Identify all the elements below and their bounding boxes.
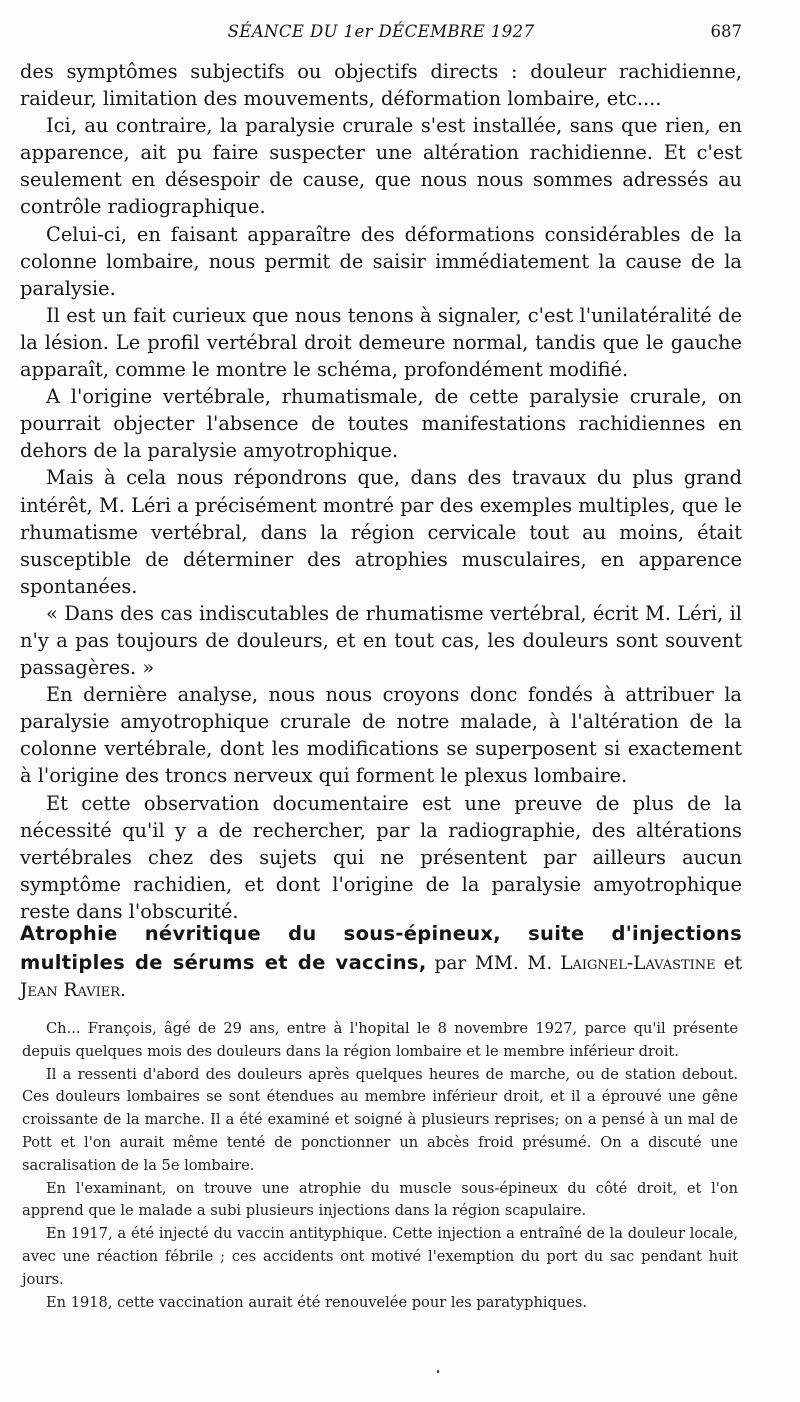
paragraph: « Dans des cas indiscutables de rhumatisme vertébral, écrit M. Léri, il n'y a pas toujours de douleurs, et en tout cas, les douleurs sont souvent passagères. » [20, 601, 742, 680]
paragraph: Et cette observation documentaire est une preuve de plus de la nécessité qu'il y a de rechercher, par la radiographie, des altérations vertébrales chez des sujets qui ne présentent par ailleurs aucun symptôme rachidien, et dont l'origine de la paralysie amyotrophique reste dans l'obscurité. [20, 791, 742, 923]
case-paragraph: En l'examinant, on trouve une atrophie du muscle sous-épineux du côté droit, et l'on apprend que le malade a subi plusieurs injections dans la région scapulaire. [22, 1179, 738, 1220]
running-header [20, 22, 742, 46]
article-by: par MM. M. [434, 952, 553, 974]
article-and: et [723, 952, 743, 974]
case-paragraph: Ch... François, âgé de 29 ans, entre à l'hopital le 8 novembre 1927, parce qu'il présente depuis quelques mois des douleurs dans la région lombaire et le membre inférieur droit. [22, 1020, 738, 1060]
paragraph: Ici, au contraire, la paralysie crurale s'est installée, sans que rien, en apparence, ait pu faire suspecter une altération rachidienne. Et c'est seulement en désespoir de cause, que nous nous sommes adressés au contrôle radiographique. [20, 114, 742, 219]
case-report-text [22, 1018, 738, 1314]
paragraph: A l'origine vertébrale, rhumatismale, de cette paralysie crurale, on pourrait objecter l'absence de toutes manifestations rachidiennes en dehors de la paralysie amyotrophique. [20, 385, 742, 463]
article-heading [20, 920, 742, 1005]
case-paragraph: En 1918, cette vaccination aurait été renouvelée pour les paratyphiques. [46, 1293, 588, 1311]
paragraph: des symptômes subjectifs ou objectifs directs : douleur rachidienne, raideur, limitation des mouvements, déformation lombaire, etc.... [20, 60, 742, 111]
paragraph: Mais à cela nous répondrons que, dans des travaux du plus grand intérêt, M. Léri a précisément montré par des exemples multiples, que le rhumatisme vertébral, dans la région cervicale tout au moins, était susceptible de déterminer des atrophies musculaires, en apparence spontanées. [20, 466, 742, 598]
paragraph: Il est un fait curieux que nous tenons à signaler, c'est l'unilatéralité de la lésion. Le profil vertébral droit demeure normal, tandis que le gauche apparaît, comme le montre le schéma, profondément modifié. [20, 303, 742, 382]
main-body-text [20, 58, 742, 925]
stray-mark [437, 1370, 439, 1373]
paragraph: En dernière analyse, nous nous croyons donc fondés à attribuer la paralysie amyotrophique crurale de notre malade, à l'altération de la colonne vertébrale, dont les modifications se superposent si exactement à l'origine des troncs nerveux qui forment le plexus lombaire. [20, 683, 742, 788]
case-paragraph: En 1917, a été injecté du vaccin antityphique. Cette injection a entraîné de la douleur locale, avec une réaction fébrile ; ces accidents ont motivé l'exemption du port du sac pendant huit jours. [22, 1225, 738, 1288]
article-author-2: Jean Ravier. [20, 980, 126, 1001]
paragraph: Celui-ci, en faisant apparaître des déformations considérables de la colonne lombaire, nous permit de saisir immédiatement la cause de la paralysie. [20, 222, 742, 300]
running-title: SÉANCE DU 1er DÉCEMBRE 1927 [227, 22, 535, 41]
article-author-1: Laignel-Lavastine [560, 952, 716, 974]
article-title: Atrophie névritique du sous-épineux, suite d'injections multiples de sérums et de vaccins, [20, 922, 742, 974]
case-paragraph: Il a ressenti d'abord des douleurs après quelques heures de marche, ou de station debout. Ces douleurs lombaires se sont étendues au membre inférieur droit, et il a éprouvé une gêne croissante de la marche. Il a été examiné et soigné à plusieurs reprises; on a pensé à un mal de Pott et l'on aurait même tenté de ponctionner un abcès froid présumé. On a discuté une sacralisation de la 5e lombaire. [22, 1065, 738, 1174]
page-number: 687 [710, 22, 742, 41]
